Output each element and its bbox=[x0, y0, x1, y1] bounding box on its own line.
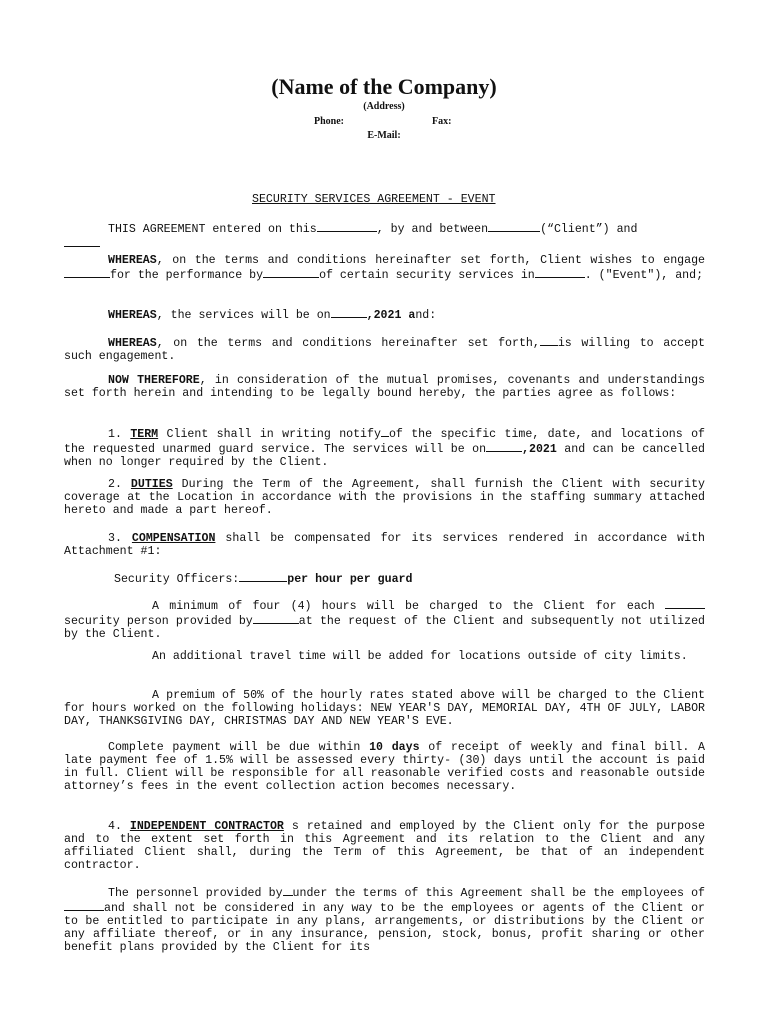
independent-contractor-heading: INDEPENDENT CONTRACTOR bbox=[129, 820, 284, 833]
payment-terms-paragraph: Complete payment will be due within 10 days of receipt of weekly and final bill. A late payment fee of 1.5% will be assessed every thirty- (30) days until the account is paid in full. Client will be responsible for all reasonable verified costs and reasonable outside attorney’s fees in the event collection action becomes necessary. bbox=[64, 741, 705, 793]
whereas-paragraph-2: WHEREAS, the services will be on ,2021 and: bbox=[108, 309, 437, 322]
section-4-independent-contractor: 4. INDEPENDENT CONTRACTOR s retained and employed by the Client only for the purpose and to the extent set forth in this Agreement and its relation to the Client and any affiliated Client shall, during the Term of this Agreement, be that of an independent contractor. bbox=[64, 820, 705, 872]
agreement-title: SECURITY SERVICES AGREEMENT - EVENT bbox=[252, 193, 496, 206]
now-therefore-paragraph: NOW THEREFORE, in consideration of the mutual promises, covenants and understandings set forth herein and intending to be legally bound hereby, the parties agree as follows: bbox=[64, 374, 705, 400]
company-address: (Address) bbox=[363, 101, 405, 112]
fax-label: Fax: bbox=[432, 116, 452, 127]
compensation-heading: COMPENSATION bbox=[131, 532, 216, 545]
personnel-paragraph: The personnel provided by under the terms of this Agreement shall be the employees ofand shall not be considered in any way to be the employees or agents of the Client or to be entitled to participate in any plans, arrangements, or distributions by the Client or any affiliate thereof, or in any insurance, pension, stock, bonus, profit sharing or other benefit plans provided by the Client for its bbox=[64, 887, 705, 954]
minimum-hours-paragraph: A minimum of four (4) hours will be charged to the Client for each security person provided by at the request of the Client and subsequently not utilized by the Client. bbox=[64, 600, 706, 641]
section-1-term: 1. TERM Client shall in writing notify of the specific time, date, and locations of the requested unarmed guard service. The services will be on ,2021 and can be cancelled when no longer required by the Client. bbox=[64, 428, 705, 469]
intro-paragraph: THIS AGREEMENT entered on this , by and between (“Client”) and bbox=[64, 221, 705, 251]
security-officers-rate: Security Officers: per hour per guard bbox=[114, 573, 413, 586]
travel-time-paragraph: An additional travel time will be added for locations outside of city limits. bbox=[152, 650, 688, 663]
phone-fax-line bbox=[0, 116, 768, 130]
whereas-paragraph-1: WHEREAS, on the terms and conditions hereinafter set forth, Client wishes to engagefor the performance by of certain security services in . ("Event"), and; bbox=[64, 254, 705, 282]
holiday-premium-paragraph: A premium of 50% of the hourly rates stated above will be charged to the Client for hours worked on the following holidays: NEW YEAR'S DAY, MEMORIAL DAY, 4TH OF JULY, LABOR DAY, THANKSGIVING DAY, CHRISTMAS DAY AND NEW YEAR'S EVE. bbox=[64, 689, 705, 728]
term-heading: TERM bbox=[130, 428, 159, 441]
company-name: (Name of the Company) bbox=[271, 74, 497, 99]
section-3-compensation: 3. COMPENSATION shall be compensated for its services rendered in accordance with Attachment #1: bbox=[64, 532, 705, 558]
whereas-paragraph-3: WHEREAS, on the terms and conditions hereinafter set forth, is willing to accept such engagement. bbox=[64, 337, 705, 363]
phone-label: Phone: bbox=[314, 116, 344, 127]
email-label: E-Mail: bbox=[367, 130, 401, 141]
section-2-duties: 2. DUTIES During the Term of the Agreement, shall furnish the Client with security coverage at the Location in accordance with the provisions in the staffing summary attached hereto and made a part hereof. bbox=[64, 478, 705, 517]
duties-heading: DUTIES bbox=[130, 478, 173, 491]
